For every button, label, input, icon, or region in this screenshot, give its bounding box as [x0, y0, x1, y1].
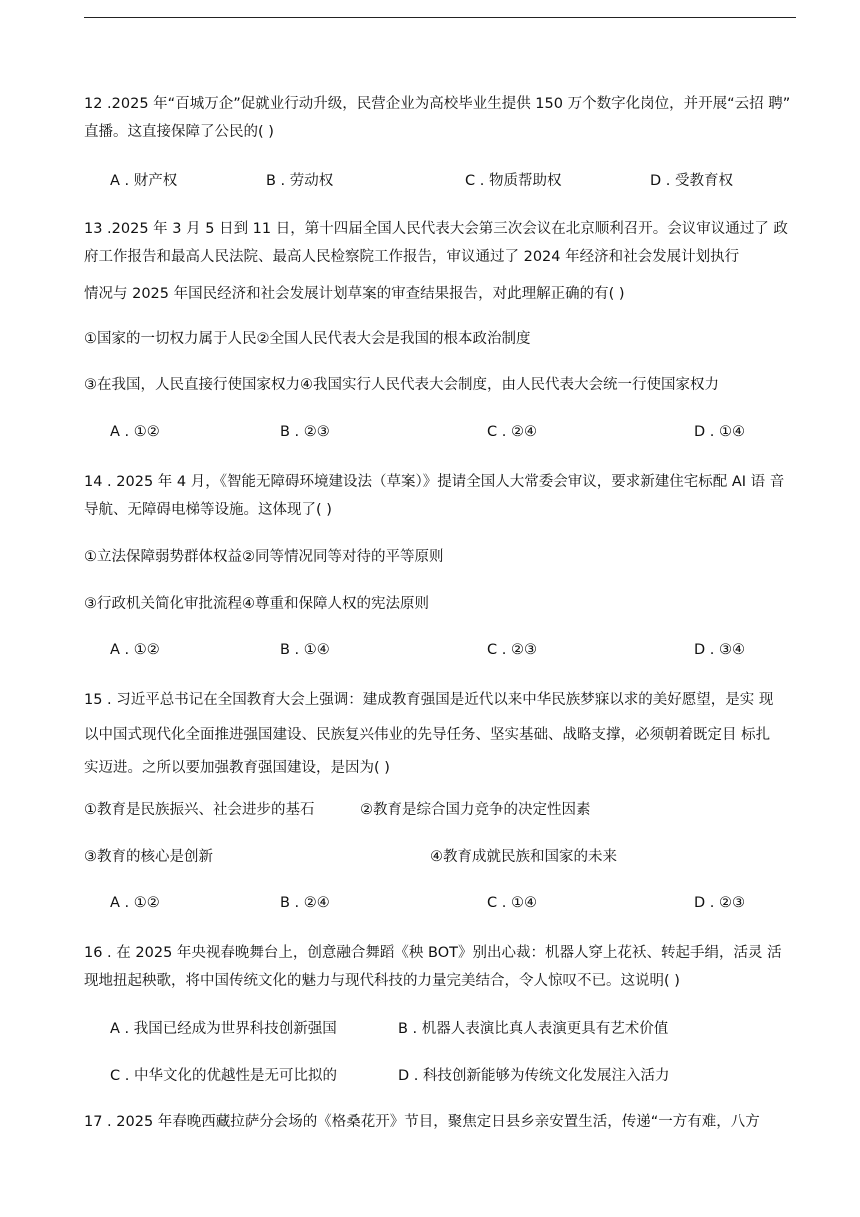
q14-option-d: D . ③④: [694, 642, 745, 658]
q16-line2: 现地扭起秧歌，将中国传统文化的魅力与现代科技的力量完美结合，令人惊叹不已。这说明( ): [84, 973, 680, 989]
q16-line1: 16 . 在 2025 年央视春晚舞台上，创意融合舞蹈《秧 BOT》别出心裁：机器人穿上花袄、转起手绢，活灵 活: [84, 945, 782, 961]
q13-option-a: A . ①②: [110, 424, 160, 440]
q16-option-d: D . 科技创新能够为传统文化发展注入活力: [398, 1068, 670, 1084]
q14-line2: 导航、无障碍电梯等设施。这体现了( ): [84, 502, 332, 518]
q12-option-d: D . 受教育权: [650, 173, 733, 189]
q15-statement-1: ①教育是民族振兴、社会进步的基石: [84, 802, 315, 818]
q13-line2: 府工作报告和最高人民法院、最高人民检察院工作报告，审议通过了 2024 年经济和社会发展计划执行: [84, 249, 740, 265]
q17-line1: 17 . 2025 年春晚西藏拉萨分会场的《格桑花开》节目，聚焦定日县乡亲安置生活，传递“一方有难，八方: [84, 1114, 760, 1130]
q15-option-d: D . ②③: [694, 895, 745, 911]
q13-option-d: D . ①④: [694, 424, 745, 440]
q14-option-a: A . ①②: [110, 642, 160, 658]
q14-statement-2: ③行政机关简化审批流程④尊重和保障人权的宪法原则: [84, 596, 429, 612]
q15-option-a: A . ①②: [110, 895, 160, 911]
q14-line1: 14 . 2025 年 4 月，《智能无障碍环境建设法（草案）》提请全国人大常委会审议，要求新建住宅标配 AI 语 音: [84, 474, 785, 490]
q14-option-b: B . ①④: [280, 642, 330, 658]
q13-option-c: C . ②④: [487, 424, 537, 440]
q13-statement-1: ①国家的一切权力属于人民②全国人民代表大会是我国的根本政治制度: [84, 331, 531, 347]
q15-line2: 以中国式现代化全面推进强国建设、民族复兴伟业的先导任务、坚实基础、战略支撑，必须朝着既定目 标扎: [84, 727, 771, 743]
q12-line2: 直播。这直接保障了公民的( ): [84, 124, 274, 140]
q14-statement-1: ①立法保障弱势群体权益②同等情况同等对待的平等原则: [84, 549, 444, 565]
q13-line3: 情况与 2025 年国民经济和社会发展计划草案的审查结果报告，对此理解正确的有( ): [84, 286, 625, 302]
q12-option-b: B . 劳动权: [266, 173, 334, 189]
q12-line1: 12 .2025 年“百城万企”促就业行动升级，民营企业为高校毕业生提供 150 万个数字化岗位，并开展“云招 聘”: [84, 96, 791, 112]
q13-statement-2: ③在我国，人民直接行使国家权力④我国实行人民代表大会制度，由人民代表大会统一行使国家权力: [84, 377, 719, 393]
q15-statement-2: ②教育是综合国力竞争的决定性因素: [360, 802, 591, 818]
q13-line1: 13 .2025 年 3 月 5 日到 11 日，第十四届全国人民代表大会第三次会议在北京顺利召开。会议审议通过了 政: [84, 221, 788, 237]
q16-option-a: A . 我国已经成为世界科技创新强国: [110, 1021, 337, 1037]
q15-line1: 15 . 习近平总书记在全国教育大会上强调：建成教育强国是近代以来中华民族梦寐以求的美好愿望，是实 现: [84, 692, 774, 708]
q16-option-c: C . 中华文化的优越性是无可比拟的: [110, 1068, 337, 1084]
q15-statement-4: ④教育成就民族和国家的未来: [430, 849, 617, 865]
q15-statement-3: ③教育的核心是创新: [84, 849, 213, 865]
q15-line3: 实迈进。之所以要加强教育强国建设，是因为( ): [84, 760, 390, 776]
q14-option-c: C . ②③: [487, 642, 537, 658]
header-rule: [84, 17, 796, 18]
q12-option-a: A . 财产权: [110, 173, 178, 189]
q15-option-c: C . ①④: [487, 895, 537, 911]
q13-option-b: B . ②③: [280, 424, 330, 440]
q12-option-c: C . 物质帮助权: [465, 173, 562, 189]
q16-option-b: B . 机器人表演比真人表演更具有艺术价值: [398, 1021, 669, 1037]
q15-option-b: B . ②④: [280, 895, 330, 911]
